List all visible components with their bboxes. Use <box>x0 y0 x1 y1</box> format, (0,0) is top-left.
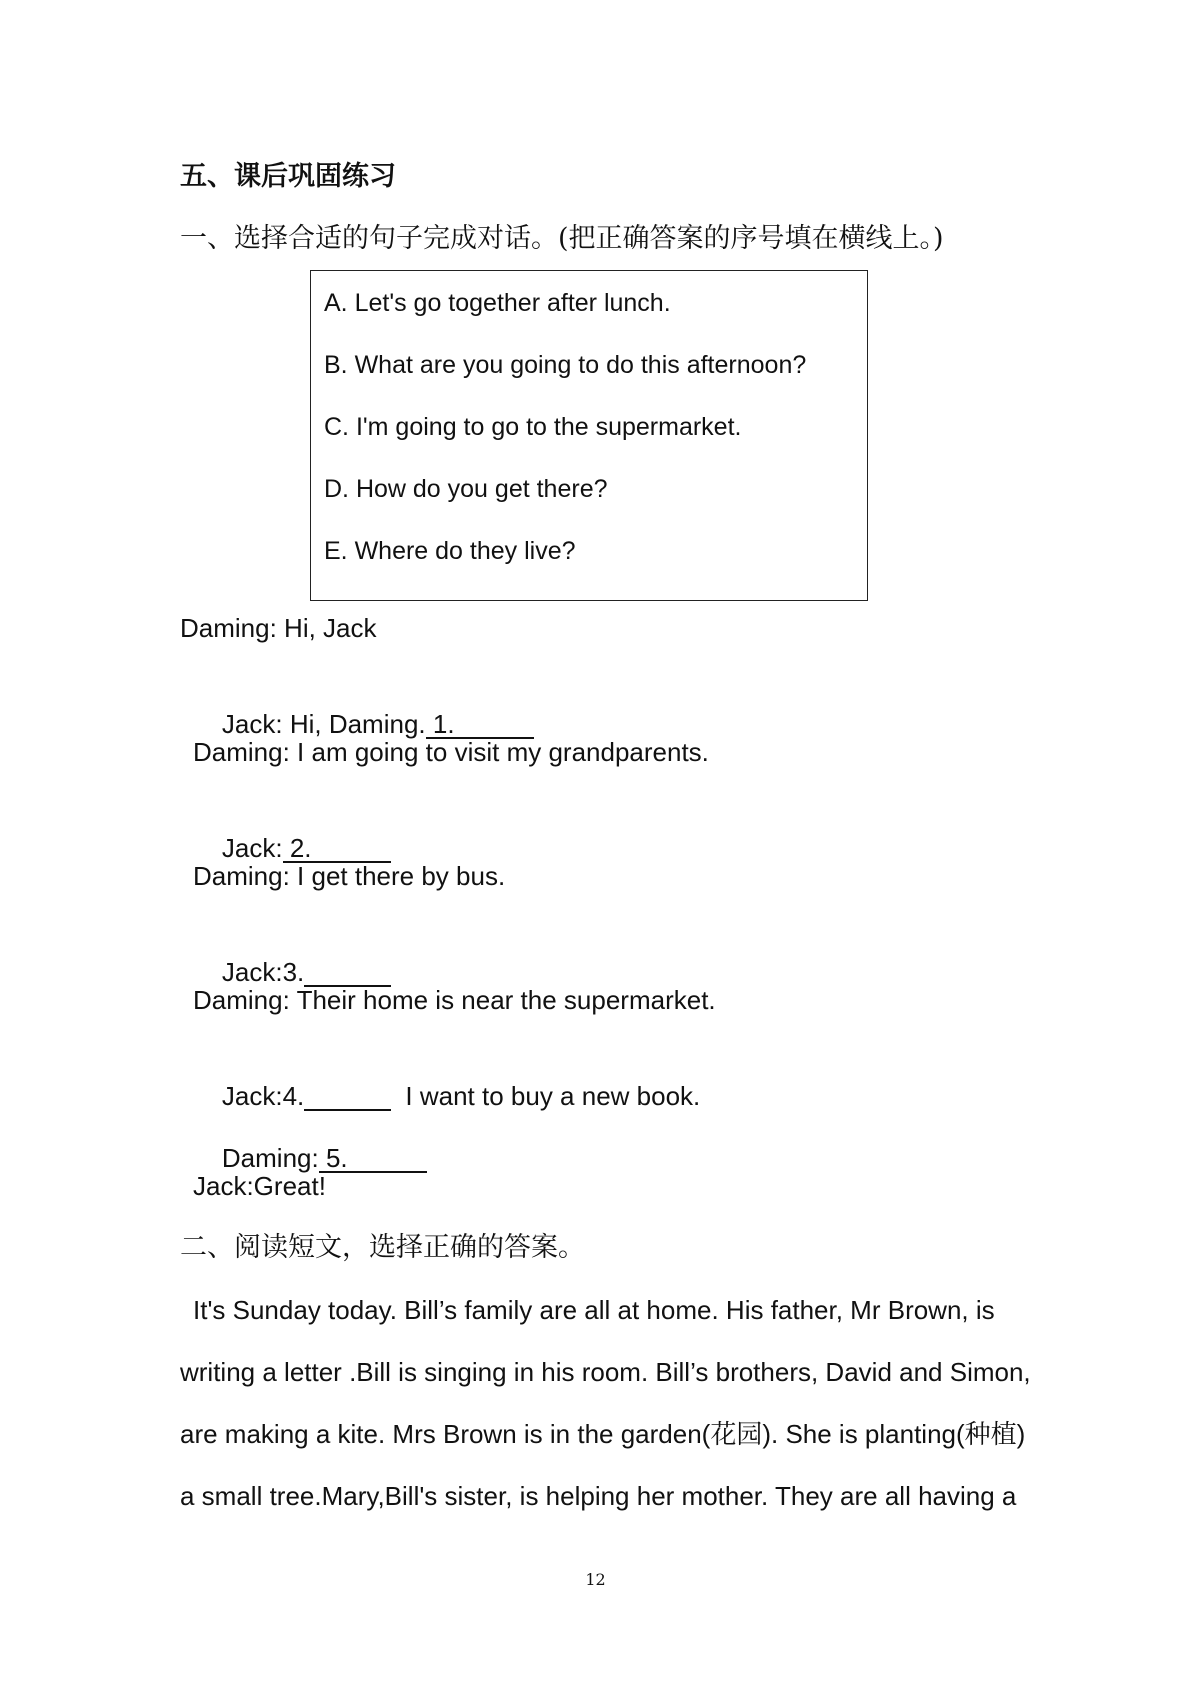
dialogue-speaker-text: Jack: Hi, Daming. <box>221 709 426 739</box>
part1-instruction: 一、选择合适的句子完成对话。(把正确答案的序号填在横线上。) <box>180 223 944 254</box>
dialogue-line-5: Daming: I get there by bus. <box>193 861 506 891</box>
dialogue-speaker-text: Jack: <box>221 833 283 863</box>
dialogue-line-7: Daming: Their home is near the supermarket. <box>193 985 716 1015</box>
dialogue-speaker-text: Daming: <box>221 1143 319 1173</box>
passage-line-4: a small tree.Mary,Bill's sister, is helping her mother. They are all having a <box>180 1481 1017 1511</box>
option-e: E. Where do they live? <box>324 537 576 565</box>
passage-line-2: writing a letter .Bill is singing in his room. Bill’s brothers, David and Simon, <box>180 1357 1031 1387</box>
answer-blank-2[interactable]: 2. <box>282 833 391 863</box>
passage-line-3: are making a kite. Mrs Brown is in the garden(花园). She is planting(种植) <box>180 1419 1026 1449</box>
dialogue-speaker-text: Jack:3. <box>221 957 305 987</box>
dialogue-speaker-text: Jack:4. <box>221 1081 305 1111</box>
answer-blank-5[interactable]: 5. <box>318 1143 428 1173</box>
passage-line-1: It's Sunday today. Bill’s family are all at home. His father, Mr Brown, is <box>193 1295 995 1325</box>
dialogue-line-1: Daming: Hi, Jack <box>180 613 377 643</box>
dialogue-line-10: Jack:Great! <box>193 1171 326 1201</box>
dialogue-line-3: Daming: I am going to visit my grandparents. <box>193 737 709 767</box>
option-c: C. I'm going to go to the supermarket. <box>324 413 742 441</box>
option-a: A. Let's go together after lunch. <box>324 289 671 317</box>
section-heading: 五、课后巩固练习 <box>180 161 396 192</box>
answer-blank-1[interactable]: 1. <box>425 709 535 739</box>
answer-options-box <box>310 270 868 601</box>
option-d: D. How do you get there? <box>324 475 608 503</box>
dialogue-continuation: I want to buy a new book. <box>390 1081 701 1111</box>
option-b: B. What are you going to do this afternoon? <box>324 351 807 379</box>
page-number: 12 <box>585 1570 606 1589</box>
part2-instruction: 二、阅读短文，选择正确的答案。 <box>180 1232 585 1263</box>
